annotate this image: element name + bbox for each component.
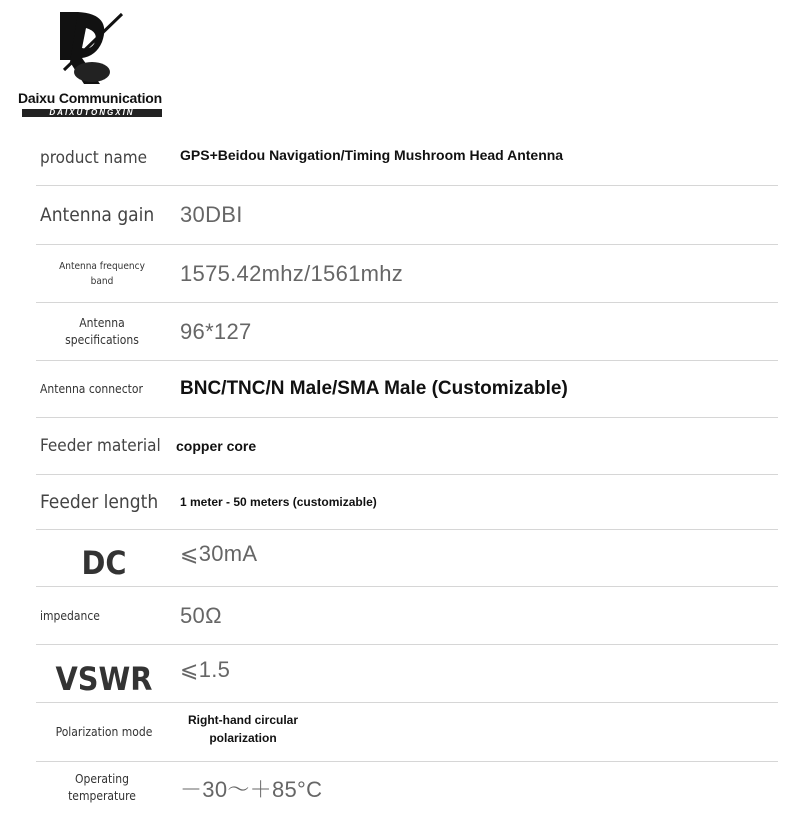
spec-label: DC xyxy=(81,544,127,582)
spec-label: Feeder material xyxy=(40,436,161,456)
spec-row-product-name xyxy=(36,130,778,186)
company-logo xyxy=(14,6,164,118)
spec-row-dc xyxy=(36,530,778,587)
spec-value: 30DBI xyxy=(180,202,243,227)
spec-label: Antenna specifications xyxy=(65,315,139,347)
spec-label: Antenna gain xyxy=(40,204,155,226)
spec-value: Right-hand circular polarization xyxy=(187,713,298,745)
spec-value: BNC/TNC/N Male/SMA Male (Customizable) xyxy=(180,378,568,399)
spec-row-frequency-band xyxy=(36,245,778,303)
spec-table xyxy=(36,130,778,814)
spec-label: Operating temperature xyxy=(68,772,136,803)
spec-label: Feeder length xyxy=(40,491,159,513)
company-subtitle: DAIXUTONGXIN xyxy=(22,109,162,117)
spec-label: Antenna connector xyxy=(40,382,143,396)
logo-mark-icon xyxy=(56,8,126,88)
spec-label: Antenna frequency band xyxy=(59,260,145,287)
spec-label: VSWR xyxy=(55,659,153,698)
spec-row-vswr xyxy=(36,645,778,703)
spec-value: 96*127 xyxy=(180,318,252,344)
spec-row-antenna-gain xyxy=(36,186,778,245)
spec-value: 50Ω xyxy=(180,602,222,628)
spec-value: 1575.42mhz/1561mhz xyxy=(180,260,404,286)
spec-value: －30～＋85°C xyxy=(180,776,323,802)
spec-row-feeder-length xyxy=(36,475,778,530)
spec-label: product name xyxy=(40,147,148,168)
spec-row-specifications xyxy=(36,303,778,361)
spec-label: impedance xyxy=(40,608,100,623)
spec-value: 1 meter - 50 meters (customizable) xyxy=(180,495,377,509)
spec-value: copper core xyxy=(176,438,257,454)
spec-value: ⩽1.5 xyxy=(180,656,231,682)
spec-row-feeder-material xyxy=(36,418,778,475)
spec-row-impedance xyxy=(36,587,778,645)
spec-row-connector xyxy=(36,361,778,418)
spec-row-polarization xyxy=(36,703,778,762)
spec-value: ⩽30mA xyxy=(180,541,258,566)
spec-value: GPS+Beidou Navigation/Timing Mushroom Head Antenna xyxy=(180,146,564,163)
spec-row-operating-temperature xyxy=(36,762,778,814)
company-name: Daixu Communication xyxy=(18,90,162,106)
spec-label: Polarization mode xyxy=(55,724,153,739)
